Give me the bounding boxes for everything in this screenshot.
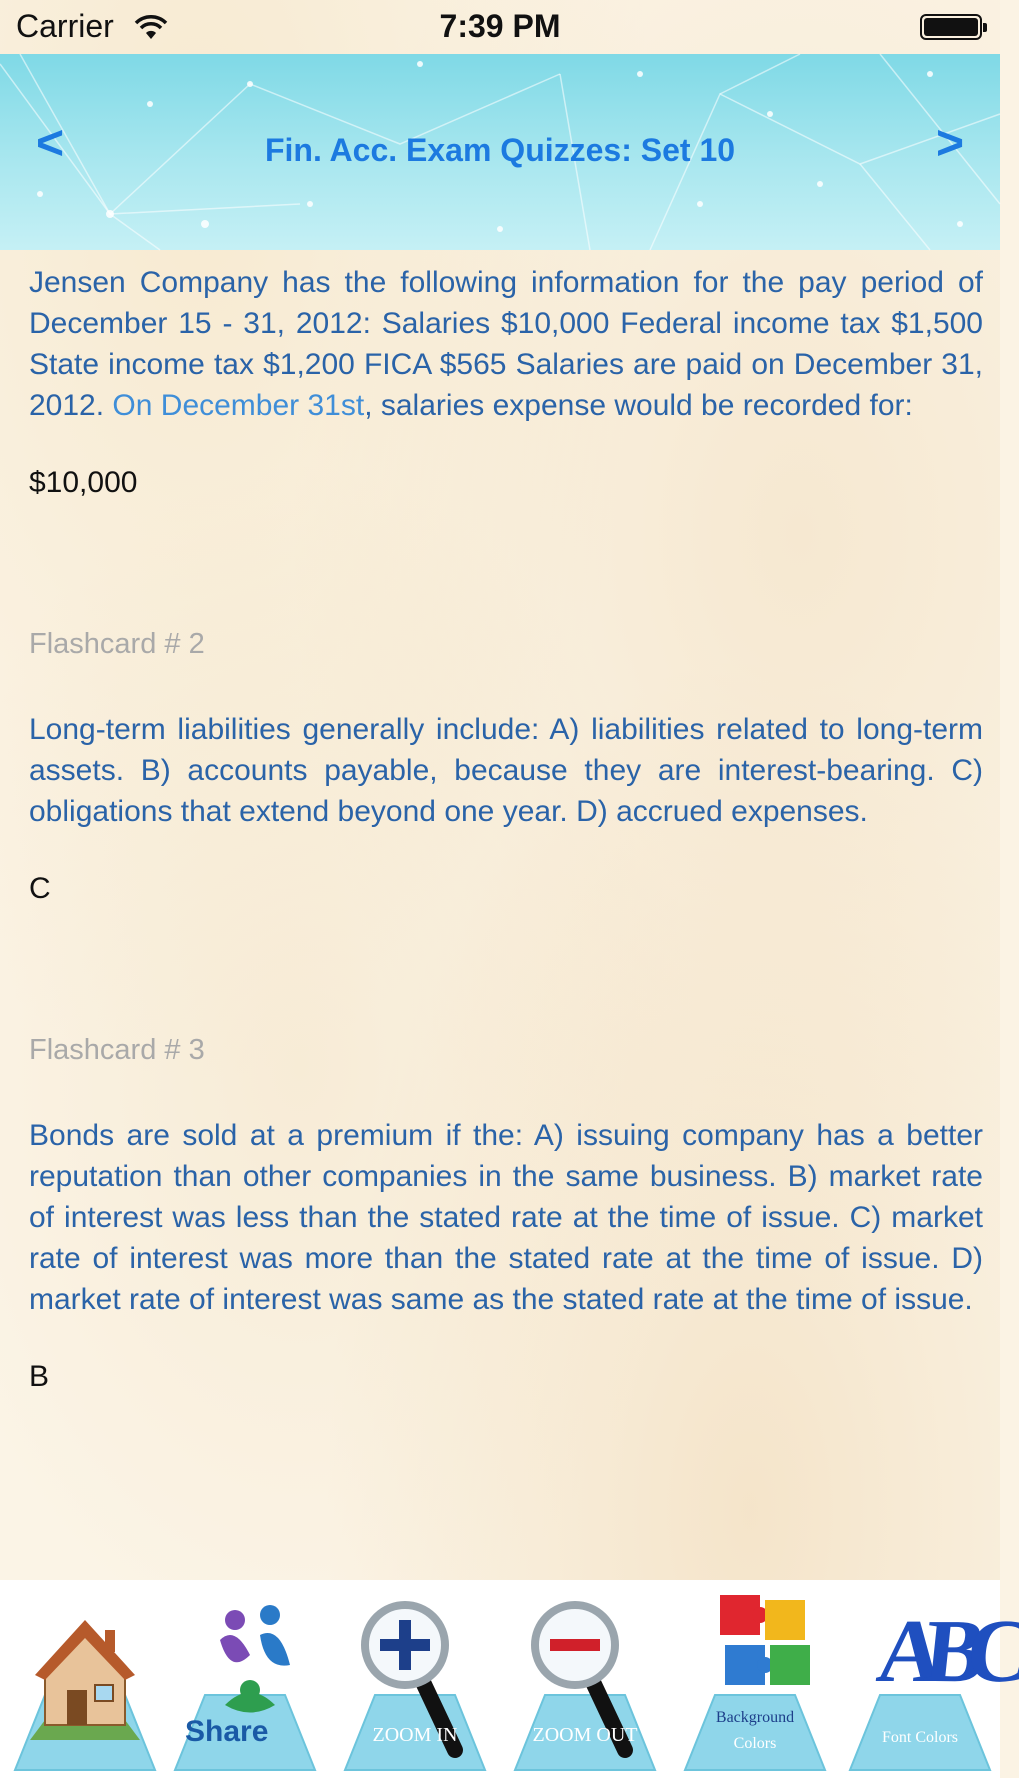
status-bar <box>0 0 1000 54</box>
flashcard-label: Flashcard # 3 <box>29 1034 205 1066</box>
flashcard-question: Bonds are sold at a premium if the: A) issuing company has a better reputation than other companies in the same business. B) market rate of interest was less than the stated rate at the time of issue. C) market rate of interest was more than the stated rate at the time of issue. D) market rate of interest was same as the stated rate at the time of issue. <box>29 1119 983 1316</box>
share-icon <box>190 1595 310 1735</box>
background-label: Background <box>715 1709 795 1726</box>
home-button[interactable] <box>5 1590 165 1775</box>
question-text: , salaries expense would be recorded for: <box>364 389 913 422</box>
font-colors-button[interactable] <box>840 1590 1019 1775</box>
clock: 7:39 PM <box>439 8 561 44</box>
zoom-in-button[interactable] <box>335 1590 495 1775</box>
share-button[interactable] <box>165 1590 325 1775</box>
flashcard-3 <box>29 1034 983 1394</box>
bottom-toolbar <box>0 1580 1019 1778</box>
puzzle-icon <box>715 1590 815 1710</box>
page-title: Fin. Acc. Exam Quizzes: Set 10 <box>264 132 736 168</box>
question-text: Jensen Company has the following information for the pay period of December 15 - 31, 2012: Salaries $10,000 Federal income tax $1,500 State income tax $1,200 FICA $565 Salaries are paid on December 31, 2012. <box>29 266 983 422</box>
flashcard-answer: $10,000 <box>29 466 138 499</box>
carrier-label: Carrier <box>16 8 114 44</box>
flashcard-label: Flashcard # 2 <box>29 628 205 660</box>
flashcard-answer: C <box>29 872 51 905</box>
back-button[interactable]: < <box>36 117 65 170</box>
navigation-bar <box>0 54 1000 250</box>
forward-button[interactable]: > <box>935 117 964 170</box>
zoom-in-label: ZOOM IN <box>372 1724 458 1746</box>
background-colors-button[interactable] <box>675 1590 835 1775</box>
battery-icon <box>920 14 982 40</box>
question-highlight-text: On December 31st <box>112 389 365 422</box>
flashcard-question: Long-term liabilities generally include: A) liabilities related to long-term assets. B) accounts payable, because they are interest-bearing. C) obligations that extend beyond one year. D) accrued expenses. <box>29 713 983 828</box>
share-label: Share <box>185 1715 269 1748</box>
flashcard-question <box>29 262 983 426</box>
flashcard-1 <box>29 262 983 500</box>
colors-label: Colors <box>733 1735 777 1752</box>
flashcard-list[interactable] <box>29 262 983 1394</box>
abc-icon: ABC <box>872 1602 1019 1701</box>
house-icon <box>15 1590 155 1755</box>
font-colors-label: Font Colors <box>881 1729 958 1746</box>
zoom-out-label: ZOOM OUT <box>532 1724 638 1746</box>
flashcard-2 <box>29 628 983 906</box>
flashcard-answer: B <box>29 1360 50 1393</box>
zoom-out-button[interactable] <box>505 1590 665 1775</box>
